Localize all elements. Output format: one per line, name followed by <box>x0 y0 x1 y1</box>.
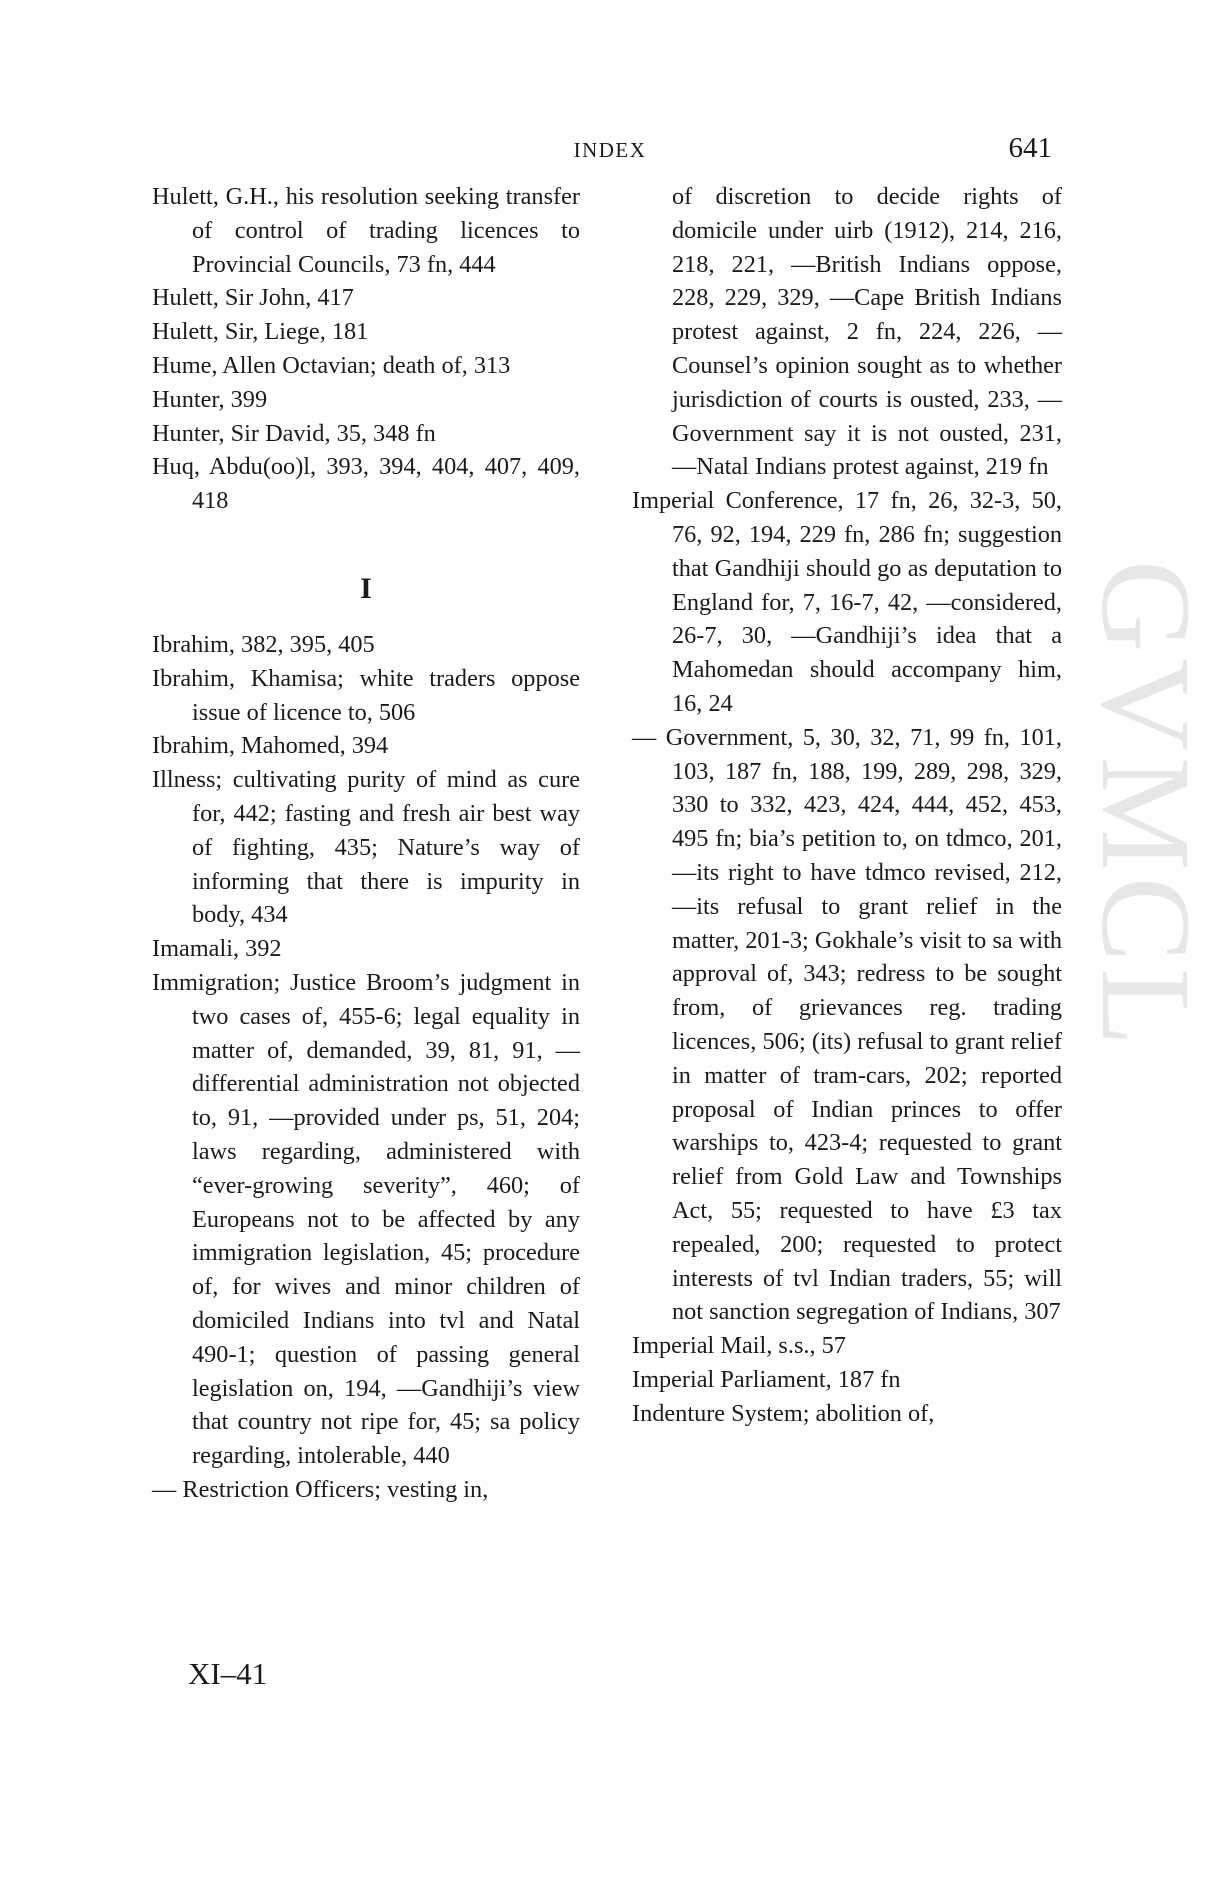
index-entry: Imperial Parliament, 187 fn <box>632 1365 901 1393</box>
index-entry: Ibrahim, Khamisa; white traders oppose issue of licence to, 506 <box>152 664 580 726</box>
index-entry: Ibrahim, Mahomed, 394 <box>152 732 389 760</box>
right-column <box>632 180 1062 1430</box>
section-letter: I <box>360 571 372 605</box>
index-entry: Hulett, G.H., his resolution seeking transfer of control of trading licences to Provincial Councils, 73 fn, 444 <box>152 183 580 278</box>
running-head-title: INDEX <box>573 138 647 162</box>
index-entry: Ibrahim, 382, 395, 405 <box>152 630 375 658</box>
watermark: GVMCL <box>1075 560 1217 1053</box>
index-entry: Imamali, 392 <box>152 935 282 963</box>
index-entry: Hulett, Sir, Liege, 181 <box>152 318 369 346</box>
entries-i <box>152 628 580 1507</box>
index-entry: Hunter, Sir David, 35, 348 fn <box>152 419 436 447</box>
index-entry: Immigration; Justice Broom’s judgment in two cases of, 455-6; legal equality in matter of, demanded, 39, 81, 91, —differential administration not objected to, 91, —provided under ps, 51, 204; laws regarding, administered with “ever-growing severity”, 460; of Europeans not to be affected by any immigration legislation, 45; procedure of, for wives and minor children of domiciled Indians into tvl and Natal 490-1; question of passing general legislation on, 194, —Gandhiji’s view that country not ripe for, 45; sa policy regarding, intolerable, 440 <box>152 968 580 1470</box>
page-number: 641 <box>1008 132 1052 164</box>
index-entry: Indenture System; abolition of, <box>632 1399 935 1427</box>
index-entry: Hulett, Sir John, 417 <box>152 284 354 312</box>
folio: XI–41 <box>188 1656 268 1691</box>
index-entry: Hume, Allen Octavian; death of, 313 <box>152 351 511 379</box>
index-entry: Hunter, 399 <box>152 385 268 413</box>
left-column <box>152 180 580 1507</box>
index-entry: — Restriction Officers; vesting in, <box>152 1475 489 1503</box>
index-entry: Illness; cultivating purity of mind as cure for, 442; fasting and fresh air best way of fighting, 435; Nature’s way of informing that there is impurity in body, 434 <box>152 766 580 929</box>
entries-h <box>152 180 580 518</box>
index-entry: Imperial Mail, s.s., 57 <box>632 1332 846 1360</box>
entries-imperial <box>632 484 1062 1430</box>
index-entry: Imperial Conference, 17 fn, 26, 32-3, 50, 76, 92, 194, 229 fn, 286 fn; suggestion that Gandhiji should go as deputation to England for, 7, 16-7, 42, —considered, 26-7, 30, —Gandhiji’s idea that a Mahomedan should accompany him, 16, 24 <box>632 487 1062 717</box>
index-entry: Huq, Abdu(oo)l, 393, 394, 404, 407, 409, 418 <box>152 453 580 515</box>
index-entry: — Government, 5, 30, 32, 71, 99 fn, 101, 103, 187 fn, 188, 199, 289, 298, 329, 330 to 332, 423, 424, 444, 452, 453, 495 fn; bia’s petition to, on tdmco, 201, —its right to have tdmco revised, 212, —its refusal to grant relief in the matter, 201-3; Gokhale’s visit to sa with approval of, 343; redress to be sought from, of grievances reg. trading licences, 506; (its) refusal to grant relief in matter of tram-cars, 202; reported proposal of Indian princes to offer warships to, 423-4; requested to grant relief from Gold Law and Townships Act, 55; requested to have £3 tax repealed, 200; requested to protect interests of tvl Indian traders, 55; will not sanction segregation of Indians, 307 <box>632 723 1062 1326</box>
running-head <box>150 132 1070 172</box>
continuation-entry: of discretion to decide rights of domicile under uirb (1912), 214, 216, 218, 221, —British Indians oppose, 228, 229, 329, —Cape British Indians protest against, 2 fn, 224, 226, —Counsel’s opinion sought as to whether jurisdiction of courts is ousted, 233, —Government say it is not ousted, 231, —Natal Indians protest against, 219 fn <box>672 183 1062 481</box>
